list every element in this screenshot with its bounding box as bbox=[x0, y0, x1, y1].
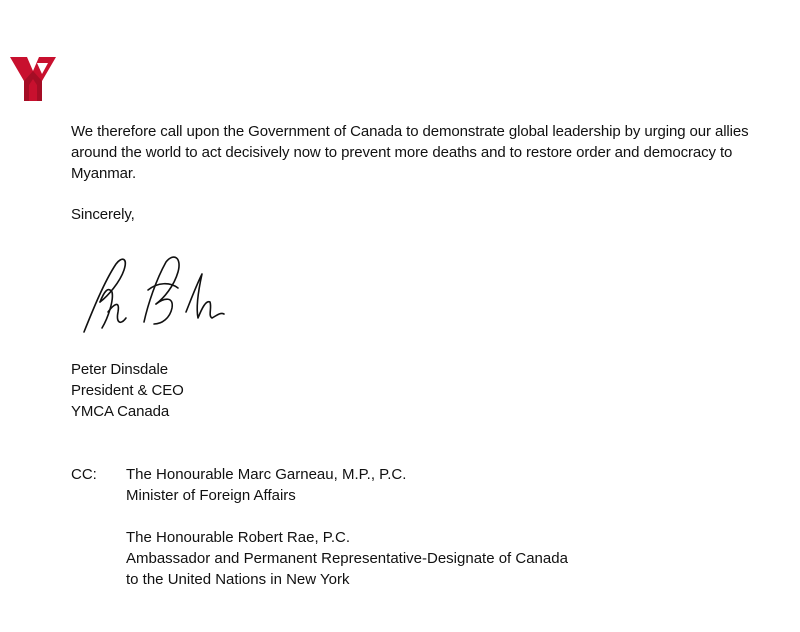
signatory-name: Peter Dinsdale bbox=[71, 361, 168, 378]
signature-stroke bbox=[154, 299, 172, 324]
paragraph-line: around the world to act decisively now to prevent more deaths and to restore order and democracy to bbox=[71, 144, 733, 161]
cc-label: CC: bbox=[71, 466, 97, 483]
signature-stroke bbox=[186, 274, 224, 318]
cc-recipient-list bbox=[126, 464, 568, 611]
signatory-organization: YMCA Canada bbox=[71, 403, 170, 420]
signatory-block bbox=[71, 359, 184, 422]
letter-closing: Sincerely, bbox=[71, 206, 135, 223]
signature-stroke bbox=[148, 284, 178, 290]
letter-paragraph bbox=[71, 121, 749, 184]
paragraph-line: We therefore call upon the Government of Canada to demonstrate global leadership by urging our allies bbox=[71, 123, 749, 140]
cc-recipient-line: The Honourable Robert Rae, P.C. bbox=[126, 529, 351, 546]
cc-recipient-line: The Honourable Marc Garneau, M.P., P.C. bbox=[126, 466, 407, 483]
signatory-title: President & CEO bbox=[71, 382, 184, 399]
cc-recipient bbox=[126, 464, 568, 506]
cc-recipient-line: Ambassador and Permanent Representative-Designate of Canada bbox=[126, 550, 568, 567]
cc-recipient-line: to the United Nations in New York bbox=[126, 571, 350, 588]
cc-recipient-line: Minister of Foreign Affairs bbox=[126, 487, 296, 504]
paragraph-line: Myanmar. bbox=[71, 165, 137, 182]
ymca-logo bbox=[10, 55, 56, 103]
handwritten-signature bbox=[78, 252, 238, 342]
cc-recipient bbox=[126, 527, 568, 590]
